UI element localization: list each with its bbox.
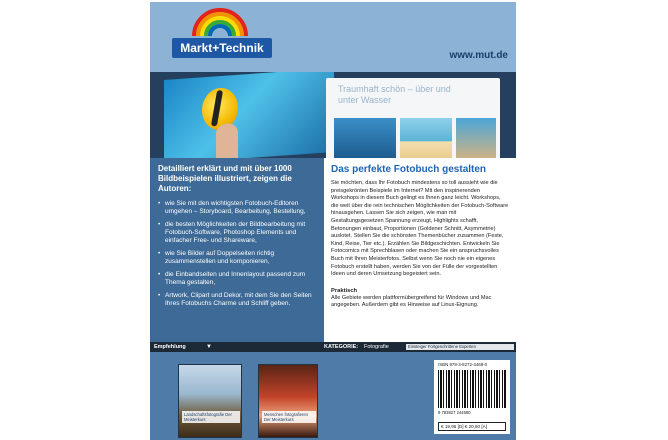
left-column bbox=[150, 158, 324, 342]
list-item: • wie Sie mit den wichtigsten Fotobuch-Editoren umgehen – Storyboard, Bearbeitung, Bestellung, bbox=[158, 200, 316, 216]
recommended-book-cover[interactable] bbox=[258, 364, 318, 438]
kategorie-label: KATEGORIE: bbox=[324, 344, 359, 350]
feature-list bbox=[158, 200, 316, 308]
photobook-left-page bbox=[164, 72, 334, 158]
barcode-box bbox=[434, 360, 510, 434]
barcode-icon bbox=[438, 370, 506, 408]
recommended-book-cover[interactable] bbox=[178, 364, 242, 438]
recommended-book-title: Landschaftsfotografie Der Meisterkurs bbox=[182, 411, 240, 423]
photobook-right-page bbox=[326, 78, 500, 158]
photo-band bbox=[150, 72, 516, 158]
photobook-page-title: Traumhaft schön – über und unter Wasser bbox=[338, 84, 451, 105]
bottom-area bbox=[150, 352, 516, 440]
praktisch-heading: Praktisch bbox=[331, 287, 358, 294]
beach-photo bbox=[400, 118, 452, 158]
list-item: • Artwork, Clipart und Dekor, mit dem Sie den Seiten Ihres Fotobuchs Charme und Schliff geben. bbox=[158, 292, 316, 308]
top-strip bbox=[150, 2, 516, 72]
finger-image bbox=[216, 123, 238, 158]
kategorie-value: Fotografie bbox=[364, 344, 389, 350]
barcode-number: 9 783827 244680 bbox=[438, 410, 471, 415]
underwater-photo bbox=[334, 118, 396, 158]
left-heading: Detailliert erklärt und mit über 1000 Bildbeispielen illustriert, zeigen die Autoren: bbox=[158, 164, 292, 193]
publisher-url: www.mut.de bbox=[449, 50, 508, 61]
book-back-cover bbox=[150, 2, 516, 440]
empfehlung-label: Empfehlung bbox=[154, 344, 186, 350]
description-text: Sie möchten, dass Ihr Fotobuch mindestens so toll aussieht wie die preisgekrönten Beispiele im Internet? Mit den inspirierenden Workshops in diesem Buch gelingt es Ihnen ganz leicht. Workshops, die weit über die rein technischen Möglichkeiten der Fotobuch-Software hinausgehen. Lassen Sie sich zeigen, wie man mit Gestaltungsgesetzen Spannung erzeugt, Highlights schafft, Betonungen einbaut, Proportionen (Goldener Schnitt, Asymmetrie) auslotet. Stellen Sie die schönsten Themenbücher zusammen (Feste, Kind, Reise, Tier etc.). Erzählen Sie Bildgeschichten. Entwickeln Sie Fotocomics mit Sprechblasen oder machen Sie ein anspruchsvolles Buch mit Ihren Meisterfotos. Selbst wenn Sie noch nie ein eigenes Fotobuch erstellt haben, werden Sie von der Fülle der vorgestellten Ideen und deren Umsetzung begeistert sein. bbox=[331, 180, 509, 278]
right-column bbox=[324, 158, 516, 342]
publisher-logo bbox=[172, 8, 272, 66]
recommended-book-title: Menschen fotografieren Der Meisterkurs bbox=[262, 411, 316, 423]
list-item: • wie Sie Bilder auf Doppelseiten richtig zusammenstellen und komponieren, bbox=[158, 250, 316, 266]
triangle-down-icon: ▼ bbox=[206, 344, 212, 350]
book-headline: Das perfekte Fotobuch gestalten bbox=[331, 164, 487, 175]
price-box: € 19,95 [D] € 20,60 [A] bbox=[438, 422, 506, 431]
level-labels: Einsteiger Fortgeschrittene Experten bbox=[408, 344, 476, 349]
shore-photo bbox=[456, 118, 496, 158]
praktisch-text: Alle Gebiete werden plattformübergreifend für Windows und Mac angegeben. Außerdem gibt es Hinweise auf Linux-Eignung. bbox=[331, 294, 492, 309]
list-item: • die Einbandseiten und Innenlayout passend zum Thema gestalten, bbox=[158, 271, 316, 287]
rainbow-logo-icon bbox=[192, 8, 248, 36]
list-item: • die besten Möglichkeiten der Bildbearbeitung mit Fotobuch-Software, Photoshop Elements und einfacher Free- und Shareware, bbox=[158, 221, 316, 245]
category-bar bbox=[150, 342, 516, 352]
isbn-text: ISBN 978-3-8272-4468-0 bbox=[438, 362, 488, 367]
brand-name: Markt+Technik bbox=[172, 38, 272, 58]
